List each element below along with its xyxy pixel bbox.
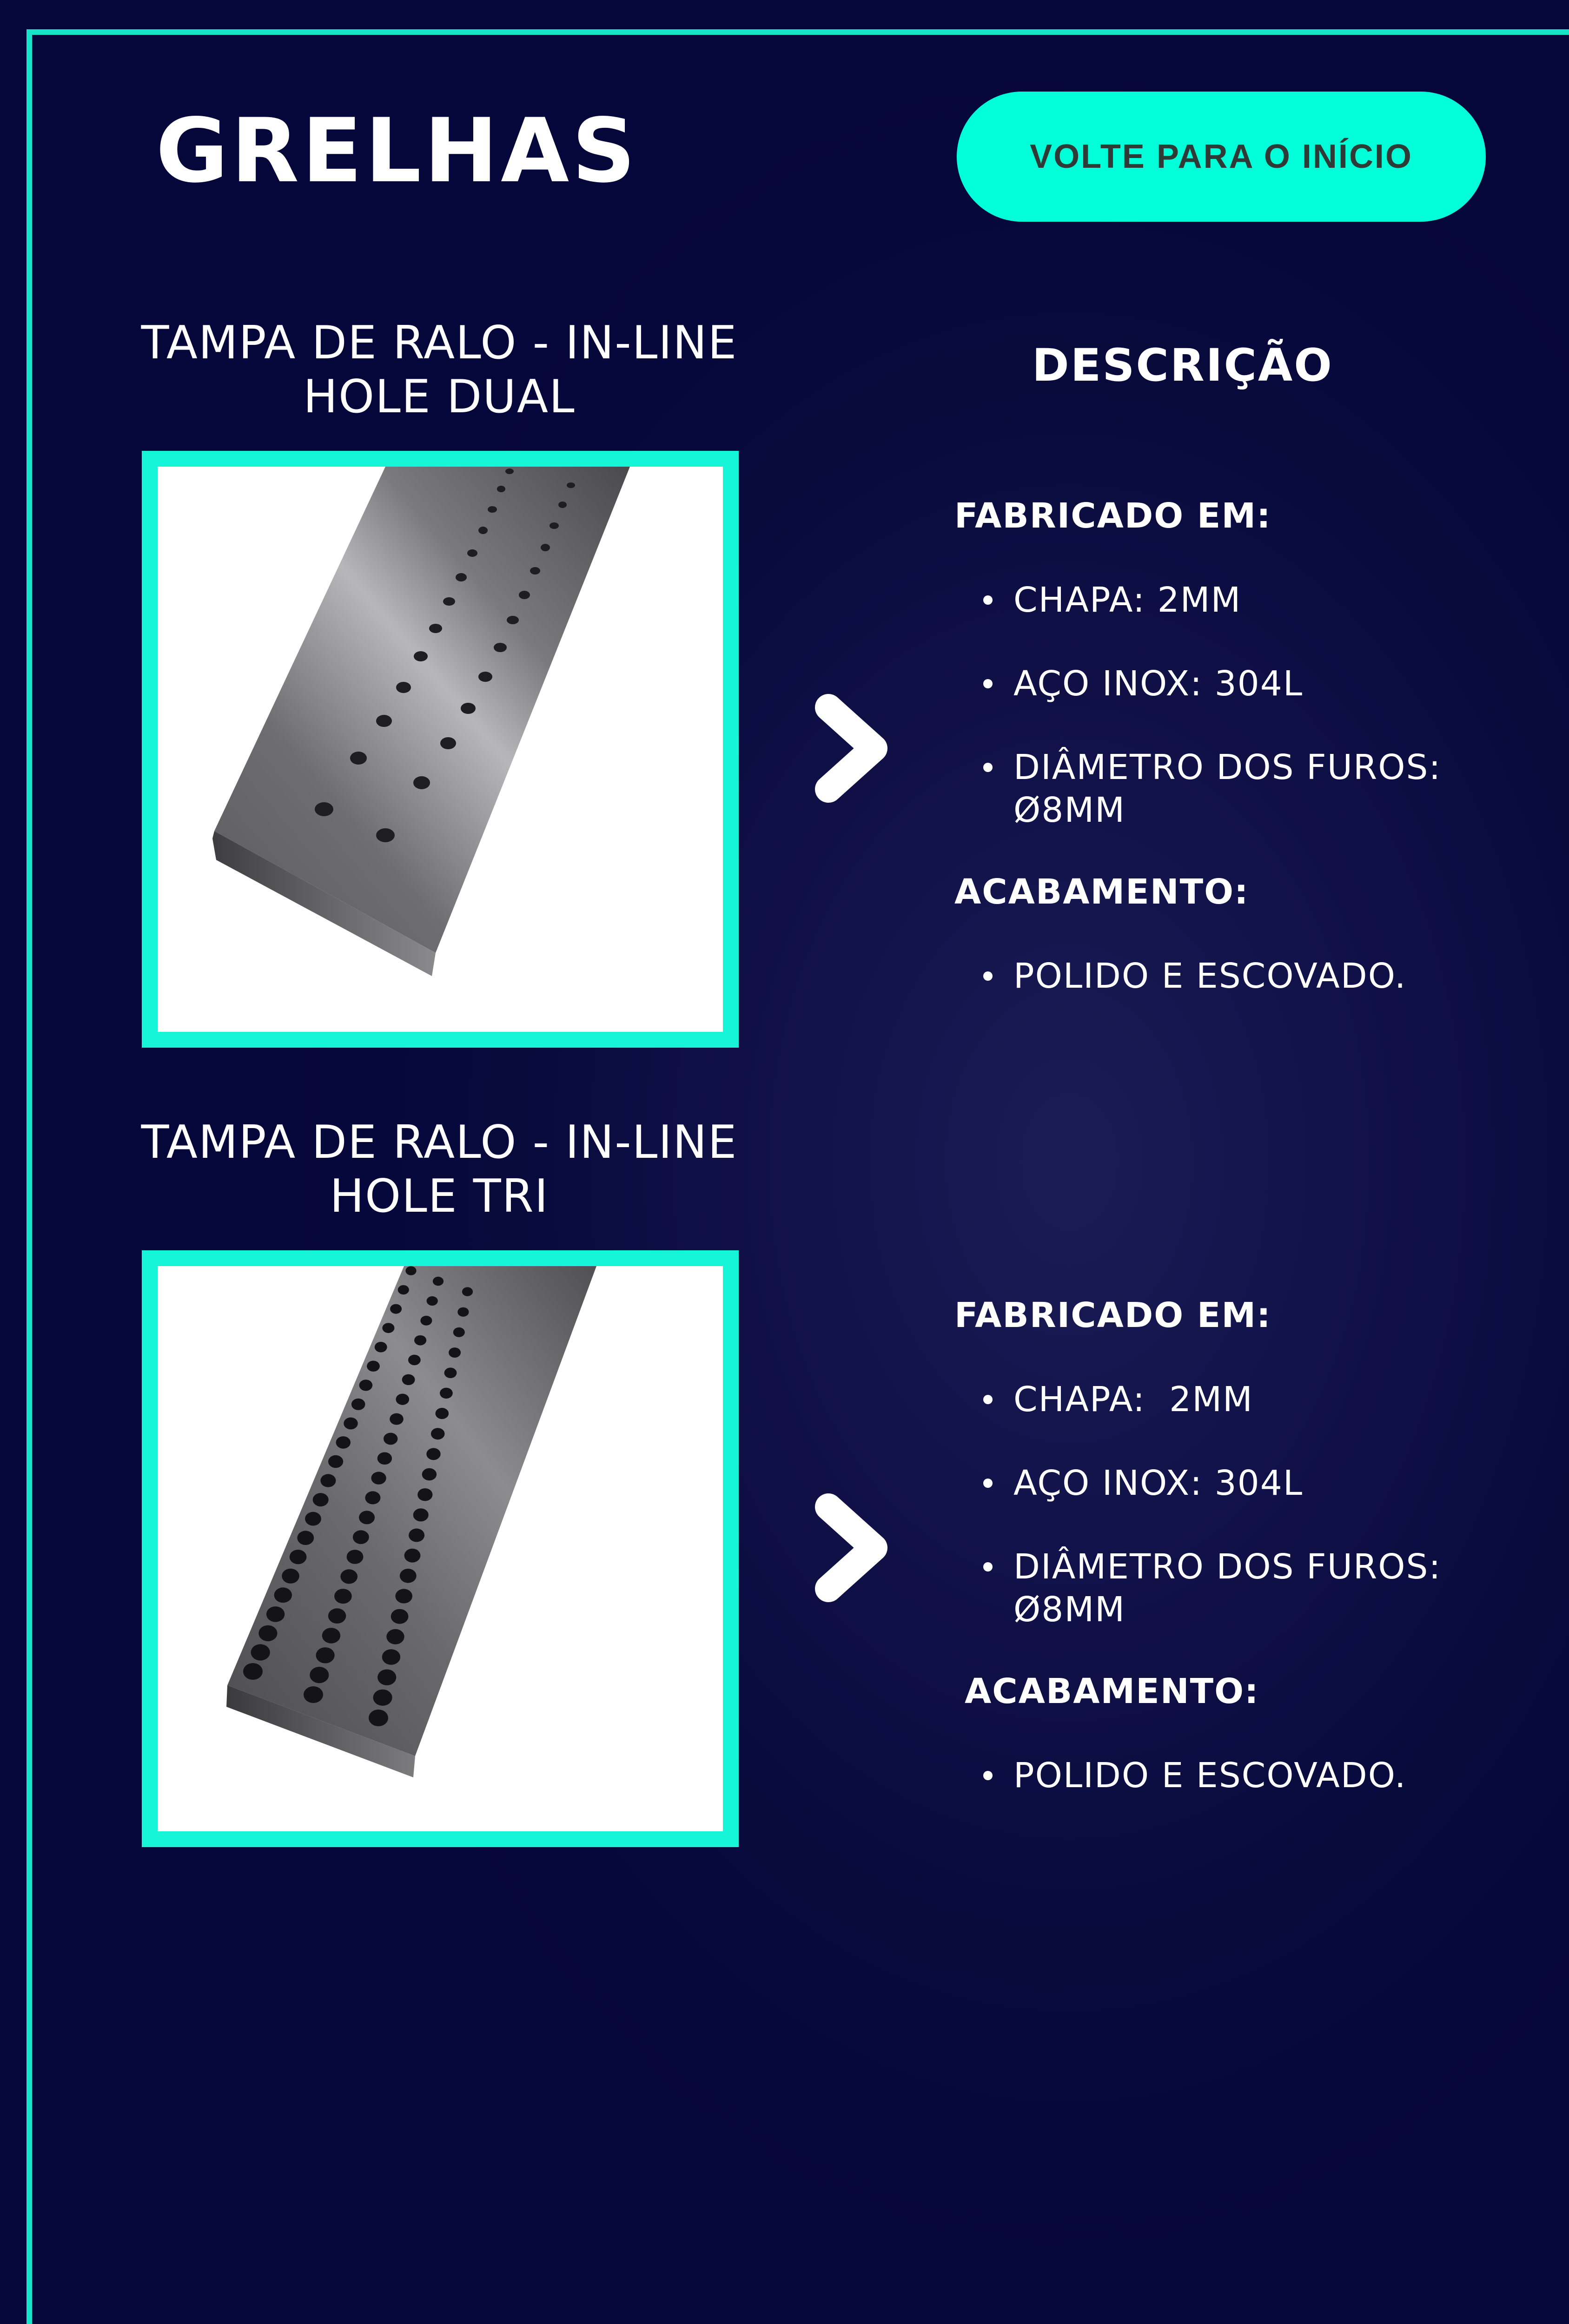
product-specs [954,1294,1536,1797]
frame-border-left [26,29,32,2324]
chevron-right-icon [809,688,897,809]
drain-grate-image [158,1266,723,1831]
spec-item-line: Ø8MM [1013,790,1126,830]
spec-item: AÇO INOX: 304L [954,662,1536,705]
product-title-line: HOLE DUAL [303,370,576,423]
spec-item: CHAPA: 2MM [954,579,1536,621]
drain-grate-image [158,467,723,1032]
spec-item-line: DIÂMETRO DOS FUROS: [1013,1547,1442,1587]
spec-list [954,579,1536,832]
finish-list [954,955,1536,997]
finish-item: POLIDO E ESCOVADO. [954,1754,1536,1797]
product-title-line: HOLE TRI [330,1170,549,1223]
frame-border-top [26,29,1569,35]
back-to-home-button[interactable]: VOLTE PARA O INÍCIO [957,92,1486,222]
product-title [116,316,762,424]
finish-item: POLIDO E ESCOVADO. [954,955,1536,997]
product-title-line: TAMPA DE RALO - IN-LINE [141,1116,738,1169]
spec-item [954,1545,1536,1631]
fabricated-label: FABRICADO EM: [954,1295,1271,1335]
spec-item-line: DIÂMETRO DOS FUROS: [1013,747,1442,787]
product-image-frame [142,1250,739,1847]
finish-list [954,1754,1536,1797]
description-heading: DESCRIÇÃO [1032,339,1333,391]
product-image-frame [142,451,739,1048]
product-specs [954,495,1536,997]
finish-label: ACABAMENTO: [954,872,1249,912]
fabricated-label: FABRICADO EM: [954,496,1271,536]
spec-item-line: Ø8MM [1013,1590,1126,1630]
spec-list [954,1378,1536,1631]
spec-item [954,746,1536,832]
spec-item: CHAPA: 2MM [954,1378,1536,1421]
chevron-right-icon [809,1487,897,1608]
spec-item: AÇO INOX: 304L [954,1462,1536,1505]
product-title-line: TAMPA DE RALO - IN-LINE [141,317,738,370]
page-title: GRELHAS [156,99,639,202]
finish-label: ACABAMENTO: [965,1671,1259,1711]
product-title [116,1116,762,1223]
